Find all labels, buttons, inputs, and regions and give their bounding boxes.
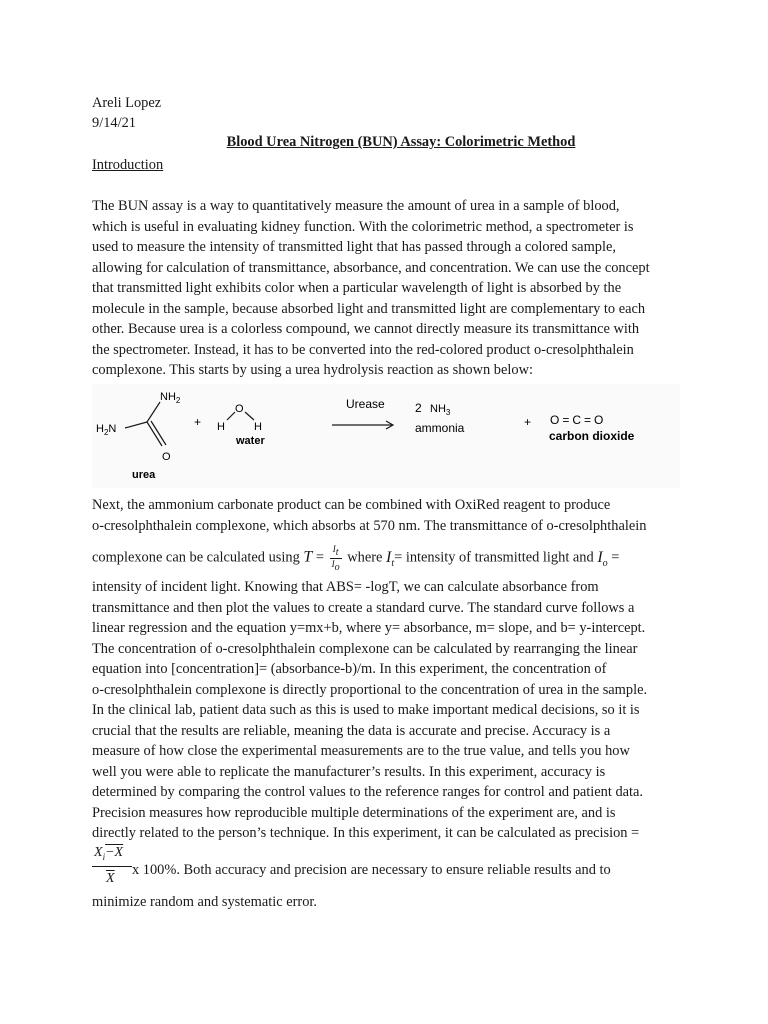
plus-sign-1: +	[194, 415, 202, 429]
text-line: that transmitted light exhibits color when a particular wavelength of light is absorbed by the	[92, 280, 622, 296]
precision-denominator: $\overline{X}$	[106, 871, 115, 886]
text-line: measure of how close the experimental measurements are to the true value, and tells you how	[92, 743, 630, 759]
eq-T-symbol: T	[303, 548, 313, 566]
text-line: equation into [concentration]= (absorbance-b)/m. In this experiment, the concentration of	[92, 661, 607, 677]
text-line: crucial that the results are reliable, meaning the data is accurate and precise. Accuracy is a	[92, 722, 611, 739]
text-line: Next, the ammonium carbonate product can be combined with OxiRed reagent to produce	[92, 497, 611, 513]
water-label: water	[236, 435, 265, 447]
precision-tail-text: x 100%. Both accuracy and precision are necessary to ensure reliable results and to	[132, 862, 611, 878]
text-line: which is useful in evaluating kidney function. With the colorimetric method, a spectrometer is	[92, 218, 634, 235]
transmittance-equation-line	[92, 544, 619, 574]
text-line: the spectrometer. Instead, it has to be converted into the red-colored product o-cresolphthalein	[92, 341, 634, 358]
text-line: directly related to the person’s technique. In this experiment, it can be calculated as precision =	[92, 825, 640, 841]
transmittance-fraction	[330, 544, 342, 573]
text-line: complexone. This starts by using a urea hydrolysis reaction as shown below:	[92, 362, 533, 378]
text-line: allowing for calculation of transmittance, absorbance, and concentration. We can use the concept	[92, 259, 650, 276]
fraction-denominator: $I_o$	[331, 558, 340, 573]
text-line: transmittance and then plot the values to create a standard curve. The standard curve follows a	[92, 599, 635, 616]
urea-hydrolysis-reaction-figure	[92, 384, 680, 488]
precision-formula-block	[92, 845, 692, 889]
text-line: determined by comparing the control values to the reference ranges for control and patient data.	[92, 784, 644, 800]
text-line: molecule in the sample, because absorbed light and transmitted light are complementary to each	[92, 300, 646, 317]
ammonia-label: ammonia	[415, 421, 465, 435]
eq-end: =	[611, 549, 620, 566]
text-line: The BUN assay is a way to quantitatively measure the amount of urea in a sample of blood,	[92, 198, 620, 214]
water-h1-label: H	[217, 421, 225, 433]
eq-equals: =	[315, 549, 325, 566]
text-line: o-cresolphthalein complexone, which absorbs at 570 nm. The transmittance of o-cresolphthalein	[92, 517, 647, 534]
eq-It-symbol: $I_t$	[386, 548, 395, 569]
text-line: intensity of incident light. Knowing that ABS= -logT, we can calculate absorbance from	[92, 579, 599, 595]
text-line: linear regression and the equation y=mx+b, where y= absorbance, m= slope, and b= y-intercept.	[92, 620, 646, 636]
text-line: well you were able to replicate the manufacturer’s results. In this experiment, accuracy is	[92, 763, 606, 780]
urea-label: urea	[132, 469, 156, 481]
eq-pre-text: complexone can be calculated using	[92, 549, 300, 566]
urease-enzyme-label: Urease	[346, 397, 385, 411]
intro-paragraph-2b	[92, 577, 682, 844]
urea-h2n-label: $H_2N$	[96, 423, 117, 437]
ammonia-formula: $NH_3$	[430, 403, 451, 417]
document-title: Blood Urea Nitrogen (BUN) Assay: Colorimetric Method	[226, 134, 576, 150]
text-line: In the clinical lab, patient data such as this is used to make important medical decisions, so it is	[92, 702, 640, 718]
water-h2-label: H	[254, 421, 262, 433]
eq-mid-text: = intensity of transmitted light and	[394, 549, 594, 566]
precision-fraction-bar	[92, 866, 132, 867]
co2-formula: O=C=O	[550, 413, 607, 427]
water-oxygen-label: O	[235, 403, 244, 415]
plus-sign-2: +	[524, 415, 532, 429]
ammonia-coefficient: 2	[415, 401, 422, 415]
fraction-numerator: $I_t$	[330, 544, 342, 559]
eq-Io-symbol: $I_o$	[597, 548, 608, 569]
document-date: 9/14/21	[92, 115, 136, 131]
section-heading: Introduction	[92, 157, 164, 173]
precision-numerator: $X_i-X$	[94, 845, 124, 862]
final-line: minimize random and systematic error.	[92, 894, 317, 910]
urea-nh2-label: $NH_2$	[160, 391, 181, 405]
text-line: o-cresolphthalein complexone is directly proportional to the concentration of urea in the sample.	[92, 681, 648, 698]
text-line: used to measure the intensity of transmitted light that has passed through a colored sample,	[92, 239, 616, 255]
text-line: The concentration of o-cresolphthalein complexone can be calculated by rearranging the linear	[92, 640, 638, 657]
urea-structure	[125, 402, 166, 446]
eq-where: where	[347, 549, 383, 566]
intro-paragraph-1	[92, 196, 682, 381]
text-line: Precision measures how reproducible multiple determinations of the experiment are, and is	[92, 804, 616, 821]
text-line: other. Because urea is a colorless compound, we cannot directly measure its transmittance with	[92, 321, 640, 337]
author-name: Areli Lopez	[92, 95, 162, 111]
urea-oxygen-label: O	[162, 451, 171, 463]
intro-paragraph-2a	[92, 495, 682, 536]
co2-label: carbon dioxide	[549, 429, 635, 443]
